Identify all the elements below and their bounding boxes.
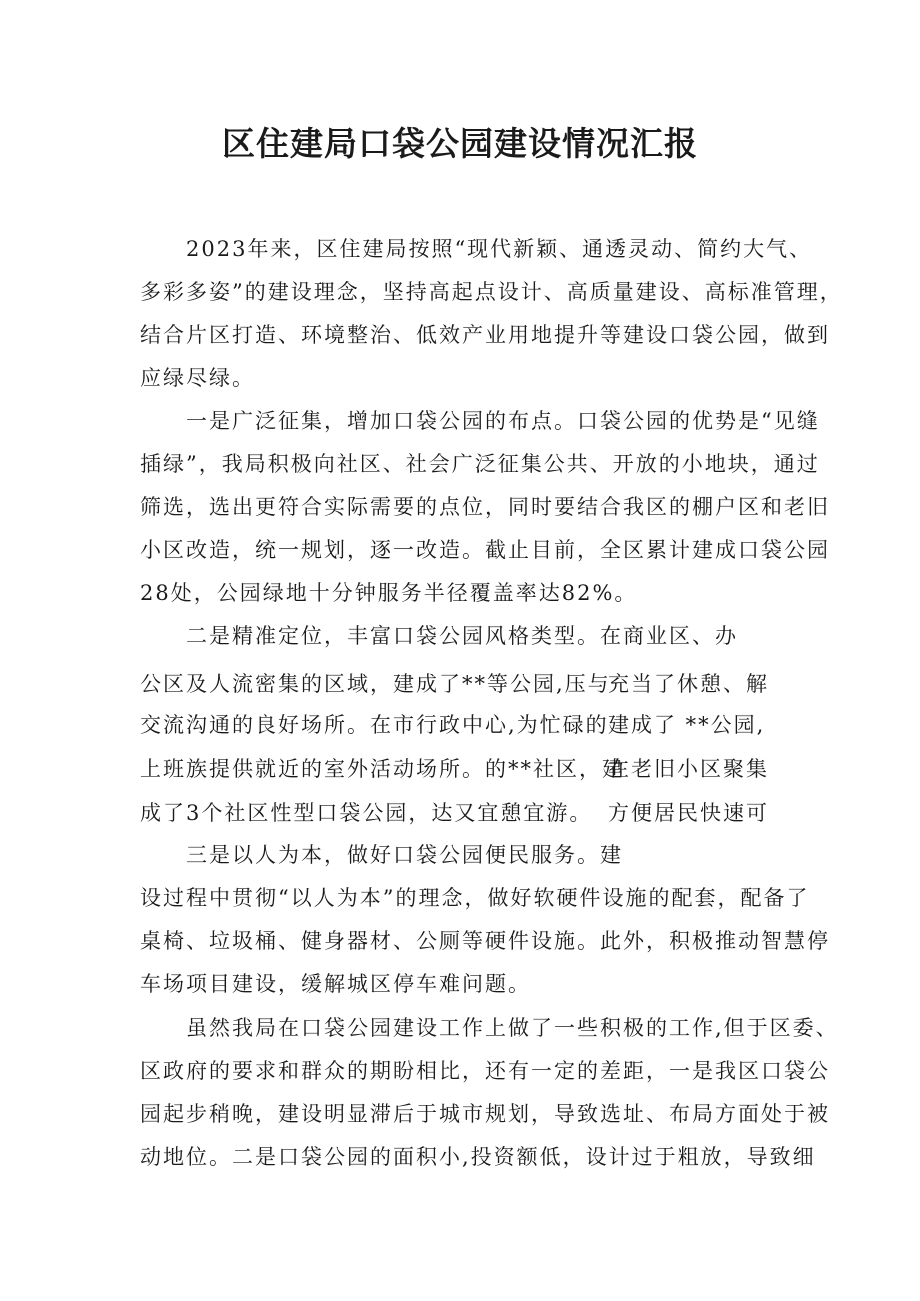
text-line: 筛选，选出更符合实际需要的点位，同时要结合我区的棚户区和老旧	[140, 495, 830, 519]
text-line: 虽然我局在口袋公园建设工作上做了一些积极的工作,但于区委、	[186, 1016, 839, 1040]
text-line: 一是广泛征集，增加口袋公园的布点。口袋公园的优势是“见缝	[186, 409, 820, 433]
text-line: 28处，公园绿地十分钟服务半径覆盖率达82%。	[140, 581, 638, 605]
text-line: 二是精准定位，丰富口袋公园风格类型。在商业区、办	[186, 624, 738, 648]
text-line-left: 成了3个社区性型口袋公园，达又宜憩宜游。	[140, 801, 593, 825]
text-line-right: 充当了休憩、解	[608, 672, 769, 696]
text-line: 区政府的要求和群众的期盼相比，还有一定的差距，一是我区口袋公	[140, 1059, 830, 1083]
text-line-right: 建成了 **公园,	[608, 713, 766, 737]
text-line: 2023年来，区住建局按照“现代新颖、通透灵动、简约大气、	[186, 237, 813, 261]
text-line-left: 上班族提供就近的室外活动场所。的**社区，建	[140, 757, 625, 781]
text-line: 动地位。二是口袋公园的面积小,投资额低，设计过于粗放，导致细	[140, 1145, 816, 1169]
text-line: 车场项目建设，缓解城区停车难问题。	[140, 972, 531, 996]
text-line: 小区改造，统一规划，逐一改造。截止目前，全区累计建成口袋公园	[140, 538, 830, 562]
text-line: 多彩多姿”的建设理念，坚持高起点设计、高质量建设、高标准管理，	[140, 280, 843, 304]
text-line-right: 在老旧小区聚集	[608, 757, 769, 781]
document-title: 区住建局口袋公园建设情况汇报	[222, 124, 698, 163]
text-line: 园起步稍晚，建设明显滞后于城市规划，导致选址、布局方面处于被	[140, 1102, 830, 1126]
text-line-right: 方便居民快速可	[608, 801, 769, 825]
text-line: 设过程中贯彻“以人为本”的理念，做好软硬件设施的配套，配备了	[140, 886, 810, 910]
text-line: 应绿尽绿。	[140, 366, 255, 390]
text-line: 插绿”，我局积极向社区、社会广泛征集公共、开放的小地块，通过	[140, 452, 820, 476]
text-line: 三是以人为本，做好口袋公园便民服务。建	[186, 843, 623, 867]
text-line-left: 交流沟通的良好场所。在市行政中心,为忙碌的	[140, 713, 609, 737]
text-line: 桌椅、垃圾桶、健身器材、公厕等硬件设施。此外，积极推动智慧停	[140, 929, 830, 953]
text-line: 结合片区打造、环境整治、低效产业用地提升等建设口袋公园，做到	[140, 323, 830, 347]
text-line-left: 公区及人流密集的区域，建成了**等公园,压与	[140, 672, 611, 696]
